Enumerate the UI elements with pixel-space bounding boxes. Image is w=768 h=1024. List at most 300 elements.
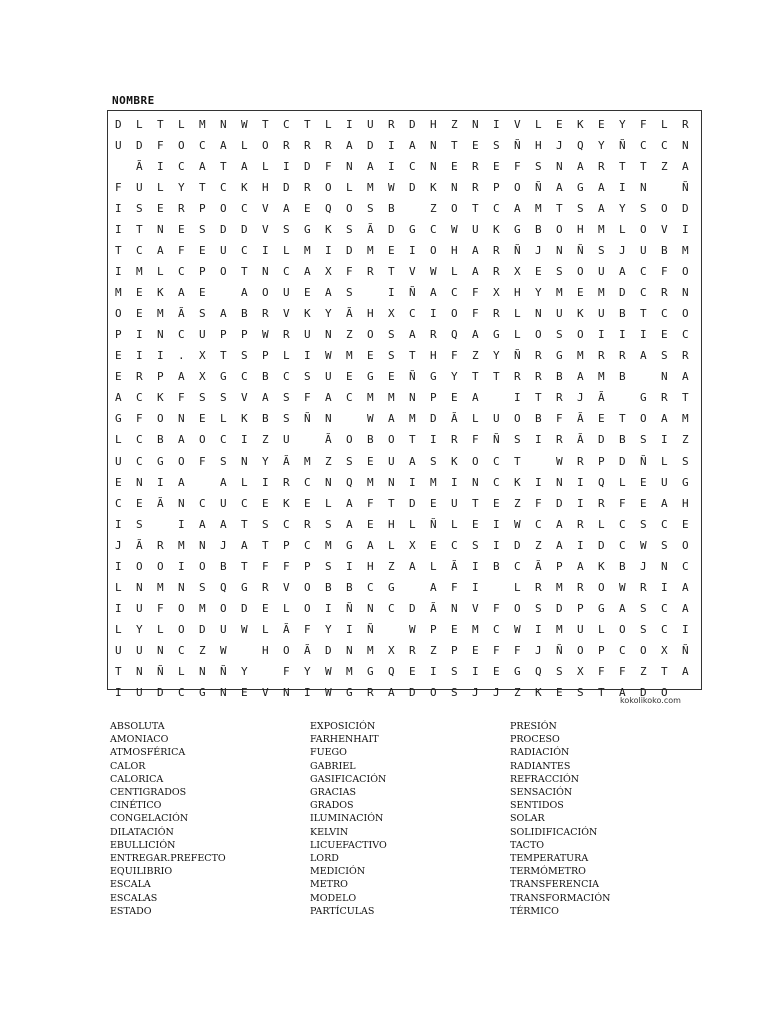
grid-cell: S (661, 349, 668, 363)
grid-cell: C (283, 517, 290, 531)
grid-cell: I (535, 622, 542, 636)
grid-cell: L (283, 349, 290, 363)
grid-cell: B (346, 580, 353, 594)
grid-cell: K (157, 391, 164, 405)
grid-cell: R (262, 580, 269, 594)
grid-cell: A (556, 181, 563, 195)
grid-cell (637, 366, 658, 387)
grid-cell: O (430, 244, 437, 258)
grid-cell: N (682, 286, 689, 300)
grid-cell: Ñ (514, 349, 521, 363)
grid-cell: H (262, 643, 269, 657)
grid-cell: O (304, 580, 311, 594)
grid-cell: Ñ (619, 139, 626, 153)
grid-cell: U (598, 265, 605, 279)
grid-cell: O (346, 202, 353, 216)
grid-cell: R (283, 475, 290, 489)
grid-cell: R (598, 160, 605, 174)
grid-cell: A (619, 685, 626, 699)
grid-cell: B (493, 559, 500, 573)
grid-cell: L (283, 601, 290, 615)
grid-cell: B (535, 223, 542, 237)
grid-cell: X (325, 265, 332, 279)
grid-cell: Q (598, 475, 605, 489)
grid-cell: S (388, 349, 395, 363)
grid-cell: D (136, 139, 143, 153)
grid-cell: V (472, 601, 479, 615)
word-list-item: CALORICA (110, 773, 164, 785)
grid-cell: H (535, 139, 542, 153)
grid-cell: S (262, 517, 269, 531)
grid-cell: E (304, 202, 311, 216)
grid-cell: P (493, 181, 500, 195)
grid-cell: G (640, 391, 647, 405)
grid-cell: B (325, 580, 332, 594)
grid-cell (406, 577, 427, 598)
grid-cell: A (115, 391, 122, 405)
grid-cell: P (262, 349, 269, 363)
grid-cell: W (367, 412, 374, 426)
grid-cell: L (136, 118, 143, 132)
grid-cell: M (115, 286, 122, 300)
grid-cell: F (199, 454, 206, 468)
word-list-item: AMONIACO (110, 734, 169, 746)
grid-cell: H (388, 517, 395, 531)
grid-cell: M (367, 244, 374, 258)
grid-cell: F (178, 244, 185, 258)
grid-cell: F (367, 496, 374, 510)
grid-cell: Ñ (346, 601, 353, 615)
grid-cell: R (619, 349, 626, 363)
grid-cell: F (598, 664, 605, 678)
grid-cell: C (241, 202, 248, 216)
grid-cell: I (178, 559, 185, 573)
grid-cell: O (514, 181, 521, 195)
grid-cell: R (325, 139, 332, 153)
grid-cell: N (661, 559, 668, 573)
grid-cell: E (388, 244, 395, 258)
word-list-item: CALOR (110, 760, 146, 772)
grid-cell: V (409, 265, 416, 279)
grid-cell: Z (199, 643, 206, 657)
grid-cell: C (115, 496, 122, 510)
grid-cell: I (157, 349, 164, 363)
grid-cell: A (388, 685, 395, 699)
grid-cell: S (493, 139, 500, 153)
grid-cell: P (157, 370, 164, 384)
grid-cell: C (136, 244, 143, 258)
grid-cell: U (283, 433, 290, 447)
grid-cell: S (472, 538, 479, 552)
grid-cell: O (220, 265, 227, 279)
grid-cell: W (388, 181, 395, 195)
grid-cell: O (178, 601, 185, 615)
grid-cell: A (220, 139, 227, 153)
grid-cell: S (283, 412, 290, 426)
grid-cell: M (304, 454, 311, 468)
grid-cell (406, 198, 427, 219)
grid-cell: A (409, 454, 416, 468)
grid-cell: A (472, 244, 479, 258)
grid-cell: D (304, 160, 311, 174)
grid-cell: O (199, 559, 206, 573)
grid-cell: J (535, 643, 542, 657)
grid-cell: C (493, 454, 500, 468)
grid-cell: M (199, 118, 206, 132)
grid-cell: T (220, 349, 227, 363)
grid-cell: L (535, 118, 542, 132)
grid-cell: X (388, 307, 395, 321)
grid-cell: A (283, 202, 290, 216)
grid-cell: L (283, 244, 290, 258)
grid-cell: P (556, 559, 563, 573)
grid-cell: A (682, 664, 689, 678)
grid-cell: I (304, 349, 311, 363)
grid-cell: H (514, 286, 521, 300)
grid-cell: I (409, 475, 416, 489)
grid-cell: B (157, 433, 164, 447)
grid-cell: Ñ (220, 664, 227, 678)
grid-cell: T (409, 349, 416, 363)
grid-cell: G (682, 475, 689, 489)
grid-cell: K (598, 559, 605, 573)
grid-cell: P (451, 643, 458, 657)
grid-cell: D (619, 454, 626, 468)
grid-cell: L (598, 517, 605, 531)
grid-cell: S (535, 160, 542, 174)
grid-cell: O (430, 685, 437, 699)
grid-cell: R (556, 433, 563, 447)
grid-cell: E (451, 622, 458, 636)
grid-cell: O (619, 622, 626, 636)
grid-cell: K (304, 307, 311, 321)
grid-cell: N (535, 307, 542, 321)
grid-cell: F (535, 496, 542, 510)
grid-cell: N (430, 160, 437, 174)
grid-cell: N (451, 601, 458, 615)
grid-cell: R (535, 349, 542, 363)
grid-cell: H (430, 349, 437, 363)
grid-cell: A (304, 265, 311, 279)
word-list-item: EBULLICIÓN (110, 839, 176, 851)
grid-cell: L (325, 118, 332, 132)
grid-cell: D (640, 685, 647, 699)
word-list-item: RADIACIÓN (510, 747, 570, 759)
grid-cell: R (409, 643, 416, 657)
grid-cell: H (262, 181, 269, 195)
letter-grid (112, 114, 700, 703)
grid-cell: W (430, 265, 437, 279)
word-list-item: DILATACIÓN (110, 826, 174, 838)
grid-cell: I (661, 580, 668, 594)
grid-cell: M (367, 181, 374, 195)
grid-cell: H (367, 559, 374, 573)
grid-cell: I (115, 265, 122, 279)
word-list-column-3 (510, 720, 610, 918)
grid-cell: S (220, 454, 227, 468)
grid-cell: Ñ (304, 412, 311, 426)
grid-cell: C (430, 223, 437, 237)
word-list-item: TRANSFORMACIÓN (510, 892, 611, 904)
grid-cell: W (325, 664, 332, 678)
grid-cell: N (472, 475, 479, 489)
grid-cell: X (409, 538, 416, 552)
grid-cell: A (346, 517, 353, 531)
grid-cell: O (577, 643, 584, 657)
grid-cell: P (220, 328, 227, 342)
grid-cell: O (556, 223, 563, 237)
grid-cell: U (115, 643, 122, 657)
grid-cell: O (178, 139, 185, 153)
grid-cell: B (619, 307, 626, 321)
grid-cell: Y (241, 664, 248, 678)
grid-cell: C (535, 517, 542, 531)
grid-cell: H (682, 496, 689, 510)
grid-cell: N (283, 685, 290, 699)
grid-cell: L (472, 412, 479, 426)
grid-cell: A (556, 517, 563, 531)
grid-cell (658, 177, 679, 198)
grid-cell: S (241, 349, 248, 363)
grid-cell: N (325, 412, 332, 426)
grid-cell: P (115, 328, 122, 342)
grid-cell: L (619, 475, 626, 489)
grid-cell: L (430, 559, 437, 573)
grid-cell: K (157, 286, 164, 300)
grid-cell: M (556, 580, 563, 594)
grid-cell: W (220, 643, 227, 657)
grid-cell: O (220, 601, 227, 615)
grid-cell: G (388, 580, 395, 594)
grid-cell: C (661, 622, 668, 636)
grid-cell: B (556, 370, 563, 384)
grid-cell (217, 282, 238, 303)
grid-cell: E (472, 643, 479, 657)
grid-cell: N (430, 139, 437, 153)
grid-cell: E (493, 664, 500, 678)
grid-cell: C (283, 265, 290, 279)
grid-cell: I (619, 328, 626, 342)
grid-cell: U (136, 601, 143, 615)
grid-cell: K (241, 412, 248, 426)
grid-cell: M (199, 601, 206, 615)
word-list-item: ESCALA (110, 879, 151, 891)
grid-cell: V (262, 202, 269, 216)
grid-cell: L (451, 517, 458, 531)
grid-cell: B (367, 433, 374, 447)
grid-cell: R (304, 517, 311, 531)
grid-cell: F (556, 412, 563, 426)
grid-cell: A (430, 580, 437, 594)
grid-cell: Q (388, 664, 395, 678)
grid-cell: W (514, 622, 521, 636)
grid-cell: T (241, 265, 248, 279)
grid-cell: L (157, 181, 164, 195)
word-list-item: PARTÍCULAS (310, 905, 375, 917)
grid-cell: A (367, 160, 374, 174)
grid-cell: N (388, 475, 395, 489)
grid-cell: C (514, 559, 521, 573)
grid-cell: Z (388, 559, 395, 573)
grid-cell: Ñ (367, 622, 374, 636)
grid-cell: A (619, 265, 626, 279)
grid-cell: C (493, 622, 500, 636)
grid-cell: K (430, 181, 437, 195)
grid-cell: O (661, 685, 668, 699)
grid-cell: E (493, 496, 500, 510)
grid-cell: K (514, 475, 521, 489)
grid-cell: D (220, 223, 227, 237)
grid-cell (490, 387, 511, 408)
grid-cell: Ã (325, 433, 332, 447)
grid-cell: U (220, 496, 227, 510)
grid-cell: E (430, 496, 437, 510)
word-list-item: CINÉTICO (110, 800, 162, 812)
grid-cell (259, 661, 280, 682)
grid-cell: A (262, 391, 269, 405)
grid-cell: R (577, 454, 584, 468)
grid-cell: E (577, 286, 584, 300)
grid-cell: F (304, 391, 311, 405)
grid-cell: C (136, 433, 143, 447)
word-list-item: ABSOLUTA (110, 721, 165, 732)
grid-cell: D (409, 181, 416, 195)
grid-cell: I (136, 349, 143, 363)
grid-cell: R (430, 328, 437, 342)
grid-cell: L (241, 475, 248, 489)
grid-cell: Ã (157, 496, 164, 510)
grid-cell: U (304, 328, 311, 342)
grid-cell: U (136, 643, 143, 657)
grid-cell: C (178, 160, 185, 174)
word-list-item: KELVIN (310, 826, 349, 838)
grid-cell: I (388, 160, 395, 174)
grid-cell: C (640, 286, 647, 300)
grid-cell: E (304, 286, 311, 300)
grid-cell: A (388, 412, 395, 426)
grid-cell: Q (577, 139, 584, 153)
grid-cell: F (262, 559, 269, 573)
grid-cell: N (199, 538, 206, 552)
grid-cell: I (178, 517, 185, 531)
grid-cell: N (136, 580, 143, 594)
grid-cell: O (199, 433, 206, 447)
grid-cell: U (136, 181, 143, 195)
grid-cell: I (388, 286, 395, 300)
grid-cell: R (661, 391, 668, 405)
grid-cell: Ã (577, 433, 584, 447)
grid-cell: S (199, 580, 206, 594)
grid-cell: C (241, 370, 248, 384)
grid-cell: N (661, 370, 668, 384)
grid-cell: L (178, 664, 185, 678)
grid-cell: S (535, 601, 542, 615)
grid-cell: I (472, 664, 479, 678)
grid-cell: F (619, 496, 626, 510)
grid-cell: N (220, 685, 227, 699)
grid-cell: U (136, 685, 143, 699)
grid-cell: E (409, 664, 416, 678)
grid-cell (112, 156, 133, 177)
word-list-item: GRACIAS (310, 787, 356, 799)
grid-cell: P (241, 328, 248, 342)
grid-cell: T (115, 664, 122, 678)
grid-cell: Z (430, 202, 437, 216)
grid-cell: D (241, 223, 248, 237)
grid-cell: A (472, 265, 479, 279)
grid-cell: M (367, 391, 374, 405)
grid-cell: E (136, 307, 143, 321)
grid-cell: T (220, 160, 227, 174)
grid-cell: A (598, 202, 605, 216)
grid-cell: C (199, 139, 206, 153)
grid-cell: E (157, 202, 164, 216)
grid-cell: Z (535, 538, 542, 552)
grid-cell: B (619, 559, 626, 573)
word-search-grid (107, 110, 702, 699)
grid-cell: X (199, 349, 206, 363)
grid-cell: O (304, 601, 311, 615)
grid-cell: Y (262, 454, 269, 468)
grid-cell: O (661, 202, 668, 216)
grid-cell: C (178, 265, 185, 279)
grid-cell: O (388, 433, 395, 447)
grid-cell: E (388, 370, 395, 384)
grid-cell: E (367, 517, 374, 531)
grid-cell: C (493, 202, 500, 216)
grid-cell (196, 472, 217, 493)
grid-cell: Z (451, 118, 458, 132)
grid-cell: D (409, 118, 416, 132)
grid-cell: W (325, 685, 332, 699)
grid-cell: Z (430, 643, 437, 657)
grid-cell: N (640, 181, 647, 195)
grid-cell: L (241, 139, 248, 153)
grid-cell: A (409, 328, 416, 342)
grid-cell: F (451, 349, 458, 363)
grid-cell: E (640, 496, 647, 510)
word-list-item: MEDICIÓN (310, 866, 366, 878)
word-list-item: LORD (310, 853, 339, 865)
grid-cell: E (430, 538, 437, 552)
grid-cell: Ã (451, 559, 458, 573)
grid-cell: G (577, 181, 584, 195)
word-list-item: GABRIEL (310, 760, 356, 772)
grid-cell: R (640, 580, 647, 594)
grid-cell: M (136, 265, 143, 279)
grid-cell: P (283, 538, 290, 552)
grid-cell: Y (619, 202, 626, 216)
grid-cell: F (346, 265, 353, 279)
grid-cell: B (262, 412, 269, 426)
grid-cell: F (472, 286, 479, 300)
grid-cell: I (388, 139, 395, 153)
word-list-item: CONGELACIÓN (110, 813, 189, 825)
grid-cell: K (451, 454, 458, 468)
grid-cell: K (535, 685, 542, 699)
grid-cell: R (178, 202, 185, 216)
grid-cell: A (577, 160, 584, 174)
grid-cell: E (472, 139, 479, 153)
grid-cell: S (220, 391, 227, 405)
grid-cell: T (388, 496, 395, 510)
grid-cell: V (283, 580, 290, 594)
name-label: NOMBRE (112, 94, 155, 107)
grid-cell: Z (346, 328, 353, 342)
grid-cell: L (115, 580, 122, 594)
grid-cell: O (262, 286, 269, 300)
grid-cell: Z (262, 433, 269, 447)
